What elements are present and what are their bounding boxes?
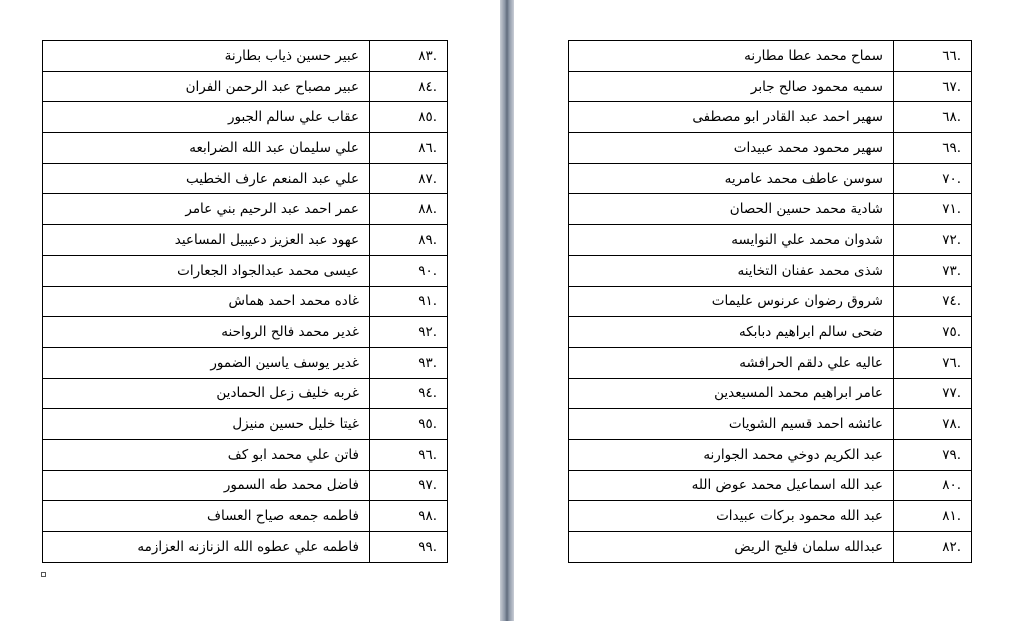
paragraph-marker [41, 572, 46, 577]
table-row [569, 286, 972, 317]
person-name: غدير محمد فالح الرواحنه [43, 317, 370, 348]
row-number: .٩٧ [370, 470, 448, 501]
person-name: غيتا خليل حسين منيزل [43, 409, 370, 440]
person-name: عامر ابراهيم محمد المسيعدين [569, 378, 894, 409]
table-row [43, 439, 448, 470]
person-name: فاضل محمد طه السمور [43, 470, 370, 501]
table-row [569, 409, 972, 440]
person-name: غربه خليف زعل الحمادين [43, 378, 370, 409]
row-number: .٧٠ [894, 163, 972, 194]
row-number: .٨٨ [370, 194, 448, 225]
person-name: ضحى سالم ابراهيم دبابكه [569, 317, 894, 348]
person-name: عبير حسين ذياب بطارنة [43, 41, 370, 72]
row-number: .٩٥ [370, 409, 448, 440]
names-table-right [568, 40, 972, 563]
person-name: شادية محمد حسين الحصان [569, 194, 894, 225]
person-name: عمر احمد عبد الرحيم بني عامر [43, 194, 370, 225]
table-row [569, 225, 972, 256]
table-row [569, 133, 972, 164]
person-name: عبد الله محمود بركات عبيدات [569, 501, 894, 532]
row-number: .٩٣ [370, 347, 448, 378]
table-row [569, 439, 972, 470]
row-number: .٩١ [370, 286, 448, 317]
row-number: .٧١ [894, 194, 972, 225]
table-row [43, 71, 448, 102]
person-name: شروق رضوان عرنوس عليمات [569, 286, 894, 317]
row-number: .٩٨ [370, 501, 448, 532]
row-number: .٩٤ [370, 378, 448, 409]
person-name: سميه محمود صالح جابر [569, 71, 894, 102]
person-name: فاطمه علي عطوه الله الزنازنه العزازمه [43, 532, 370, 563]
table-row [43, 470, 448, 501]
table-row [43, 378, 448, 409]
table-row [43, 133, 448, 164]
names-table-left [42, 40, 448, 563]
table-row [569, 71, 972, 102]
row-number: .٨٤ [370, 71, 448, 102]
person-name: علي سليمان عبد الله الضرابعه [43, 133, 370, 164]
table-row [569, 41, 972, 72]
row-number: .٨٩ [370, 225, 448, 256]
person-name: عبدالله سلمان فليح الريض [569, 532, 894, 563]
table-row [43, 286, 448, 317]
table-row [43, 41, 448, 72]
table-row [43, 317, 448, 348]
table-row [43, 501, 448, 532]
table-row [569, 347, 972, 378]
row-number: .٨٦ [370, 133, 448, 164]
person-name: غدير يوسف ياسين الضمور [43, 347, 370, 378]
table-row [569, 470, 972, 501]
row-number: .٨١ [894, 501, 972, 532]
person-name: شدوان محمد علي النوايسه [569, 225, 894, 256]
person-name: شذى محمد عفنان التخاينه [569, 255, 894, 286]
table-row [43, 163, 448, 194]
person-name: عيسى محمد عبدالجواد الجعارات [43, 255, 370, 286]
document-page-left [0, 0, 500, 621]
table-row [43, 102, 448, 133]
row-number: .٦٩ [894, 133, 972, 164]
page-gutter [500, 0, 514, 621]
row-number: .٩٩ [370, 532, 448, 563]
table-row [569, 194, 972, 225]
person-name: عبد الكريم دوخي محمد الجوارنه [569, 439, 894, 470]
row-number: .٨٣ [370, 41, 448, 72]
table-row [569, 317, 972, 348]
person-name: عاليه علي دلقم الحرافشه [569, 347, 894, 378]
row-number: .٦٦ [894, 41, 972, 72]
person-name: فاتن علي محمد ابو كف [43, 439, 370, 470]
table-row [43, 409, 448, 440]
person-name: عائشه احمد قسيم الشويات [569, 409, 894, 440]
row-number: .٩٠ [370, 255, 448, 286]
row-number: .٨٢ [894, 532, 972, 563]
person-name: عبد الله اسماعيل محمد عوض الله [569, 470, 894, 501]
table-row [43, 225, 448, 256]
table-row [43, 255, 448, 286]
table-row [569, 501, 972, 532]
person-name: عبير مصباح عبد الرحمن الفران [43, 71, 370, 102]
person-name: عقاب علي سالم الجبور [43, 102, 370, 133]
person-name: علي عبد المنعم عارف الخطيب [43, 163, 370, 194]
table-row [43, 194, 448, 225]
person-name: سهير محمود محمد عبيدات [569, 133, 894, 164]
person-name: فاطمه جمعه صياح العساف [43, 501, 370, 532]
person-name: غاده محمد احمد هماش [43, 286, 370, 317]
row-number: .٧٤ [894, 286, 972, 317]
row-number: .٦٧ [894, 71, 972, 102]
row-number: .٨٥ [370, 102, 448, 133]
row-number: .٧٧ [894, 378, 972, 409]
document-page-right [514, 0, 1024, 621]
person-name: عهود عبد العزيز دعيبيل المساعيد [43, 225, 370, 256]
table-row [569, 378, 972, 409]
row-number: .٧٩ [894, 439, 972, 470]
row-number: .٦٨ [894, 102, 972, 133]
row-number: .٧٦ [894, 347, 972, 378]
table-row [43, 347, 448, 378]
row-number: .٩٦ [370, 439, 448, 470]
row-number: .٨٠ [894, 470, 972, 501]
row-number: .٩٢ [370, 317, 448, 348]
row-number: .٨٧ [370, 163, 448, 194]
person-name: سماح محمد عطا مطارنه [569, 41, 894, 72]
row-number: .٧٨ [894, 409, 972, 440]
row-number: .٧٢ [894, 225, 972, 256]
person-name: سوسن عاطف محمد عامريه [569, 163, 894, 194]
person-name: سهير احمد عبد القادر ابو مصطفى [569, 102, 894, 133]
table-row [569, 255, 972, 286]
table-row [569, 102, 972, 133]
table-row [569, 163, 972, 194]
table-row [569, 532, 972, 563]
row-number: .٧٣ [894, 255, 972, 286]
row-number: .٧٥ [894, 317, 972, 348]
table-row [43, 532, 448, 563]
